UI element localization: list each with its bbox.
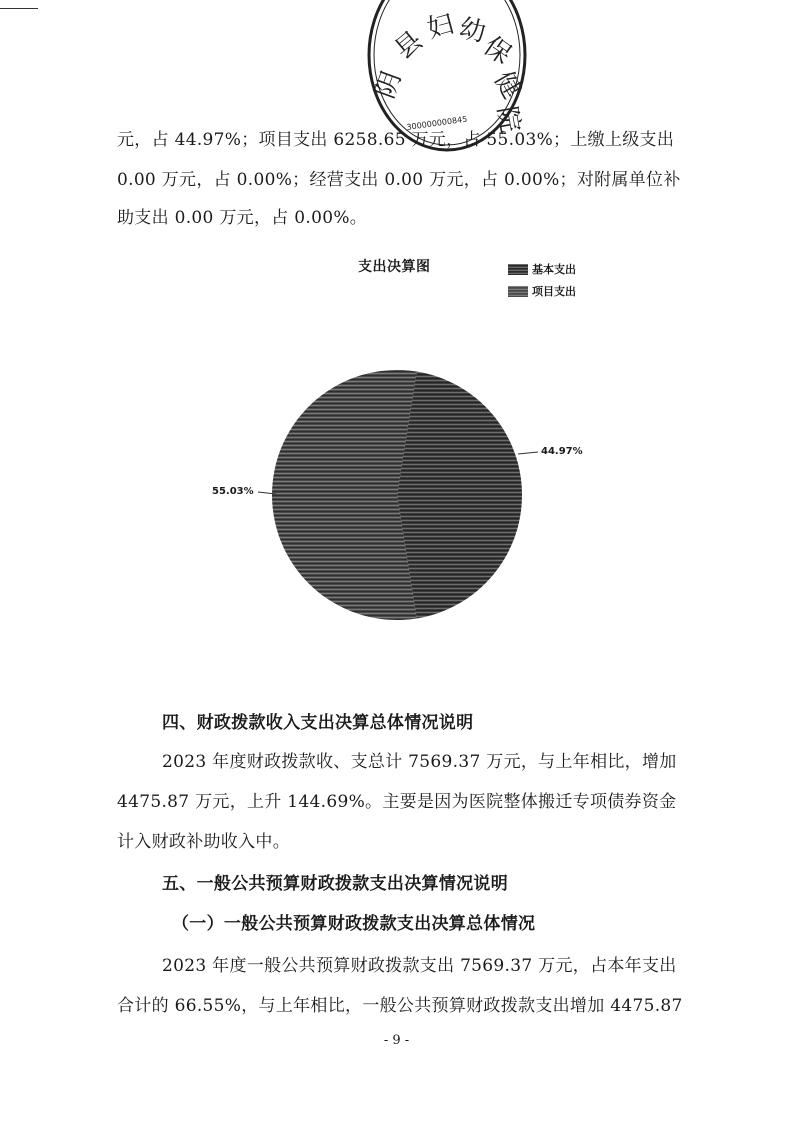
slice-label-project: 55.03% [212, 486, 254, 497]
subsection-heading: （一）一般公共预算财政拨款支出决算总体情况 [172, 914, 536, 934]
slice-label-basic: 44.97% [541, 446, 583, 457]
paragraph-line: 0.00 万元，占 0.00%；经营支出 0.00 万元，占 0.00%；对附属单位补 [117, 170, 681, 190]
chart-title: 支出决算图 [358, 259, 431, 275]
pie-slice [272, 370, 417, 620]
paragraph-line: 助支出 0.00 万元，占 0.00%。 [117, 208, 368, 228]
svg-text:院: 院 [491, 104, 526, 135]
page-number: - 9 - [383, 1033, 410, 1048]
paragraph-line: 元，占 44.97%；项目支出 6258.65 万元，占 55.03%；上缴上级支出 [117, 130, 675, 150]
svg-text:300000000845: 300000000845 [406, 114, 468, 132]
paragraph-line: 2023 年度一般公共预算财政拨款支出 7569.37 万元，占本年支出 [162, 956, 677, 976]
paragraph-line: 4475.87 万元，上升 144.69%。主要是因为医院整体搬迁专项债券资金 [117, 792, 677, 812]
leader-line [518, 452, 538, 454]
paragraph-line: 2023 年度财政拨款收、支总计 7569.37 万元，与上年相比，增加 [162, 752, 677, 772]
legend-label: 项目支出 [532, 285, 576, 298]
svg-text:阴: 阴 [370, 67, 408, 103]
svg-text:幼: 幼 [456, 13, 489, 49]
pie-slice [397, 372, 522, 619]
legend-label: 基本支出 [532, 263, 576, 276]
svg-text:健: 健 [487, 66, 527, 105]
section-heading: 五、一般公共预算财政拨款支出决算情况说明 [162, 874, 508, 894]
svg-text:保: 保 [477, 31, 517, 71]
svg-text:妇: 妇 [424, 9, 457, 45]
paragraph-line: 合计的 66.55%，与上年相比，一般公共预算财政拨款支出增加 4475.87 [117, 996, 683, 1016]
paragraph-line: 计入财政补助收入中。 [117, 832, 290, 852]
section-heading: 四、财政拨款收入支出决算总体情况说明 [162, 713, 474, 733]
svg-text:县: 县 [389, 25, 429, 66]
